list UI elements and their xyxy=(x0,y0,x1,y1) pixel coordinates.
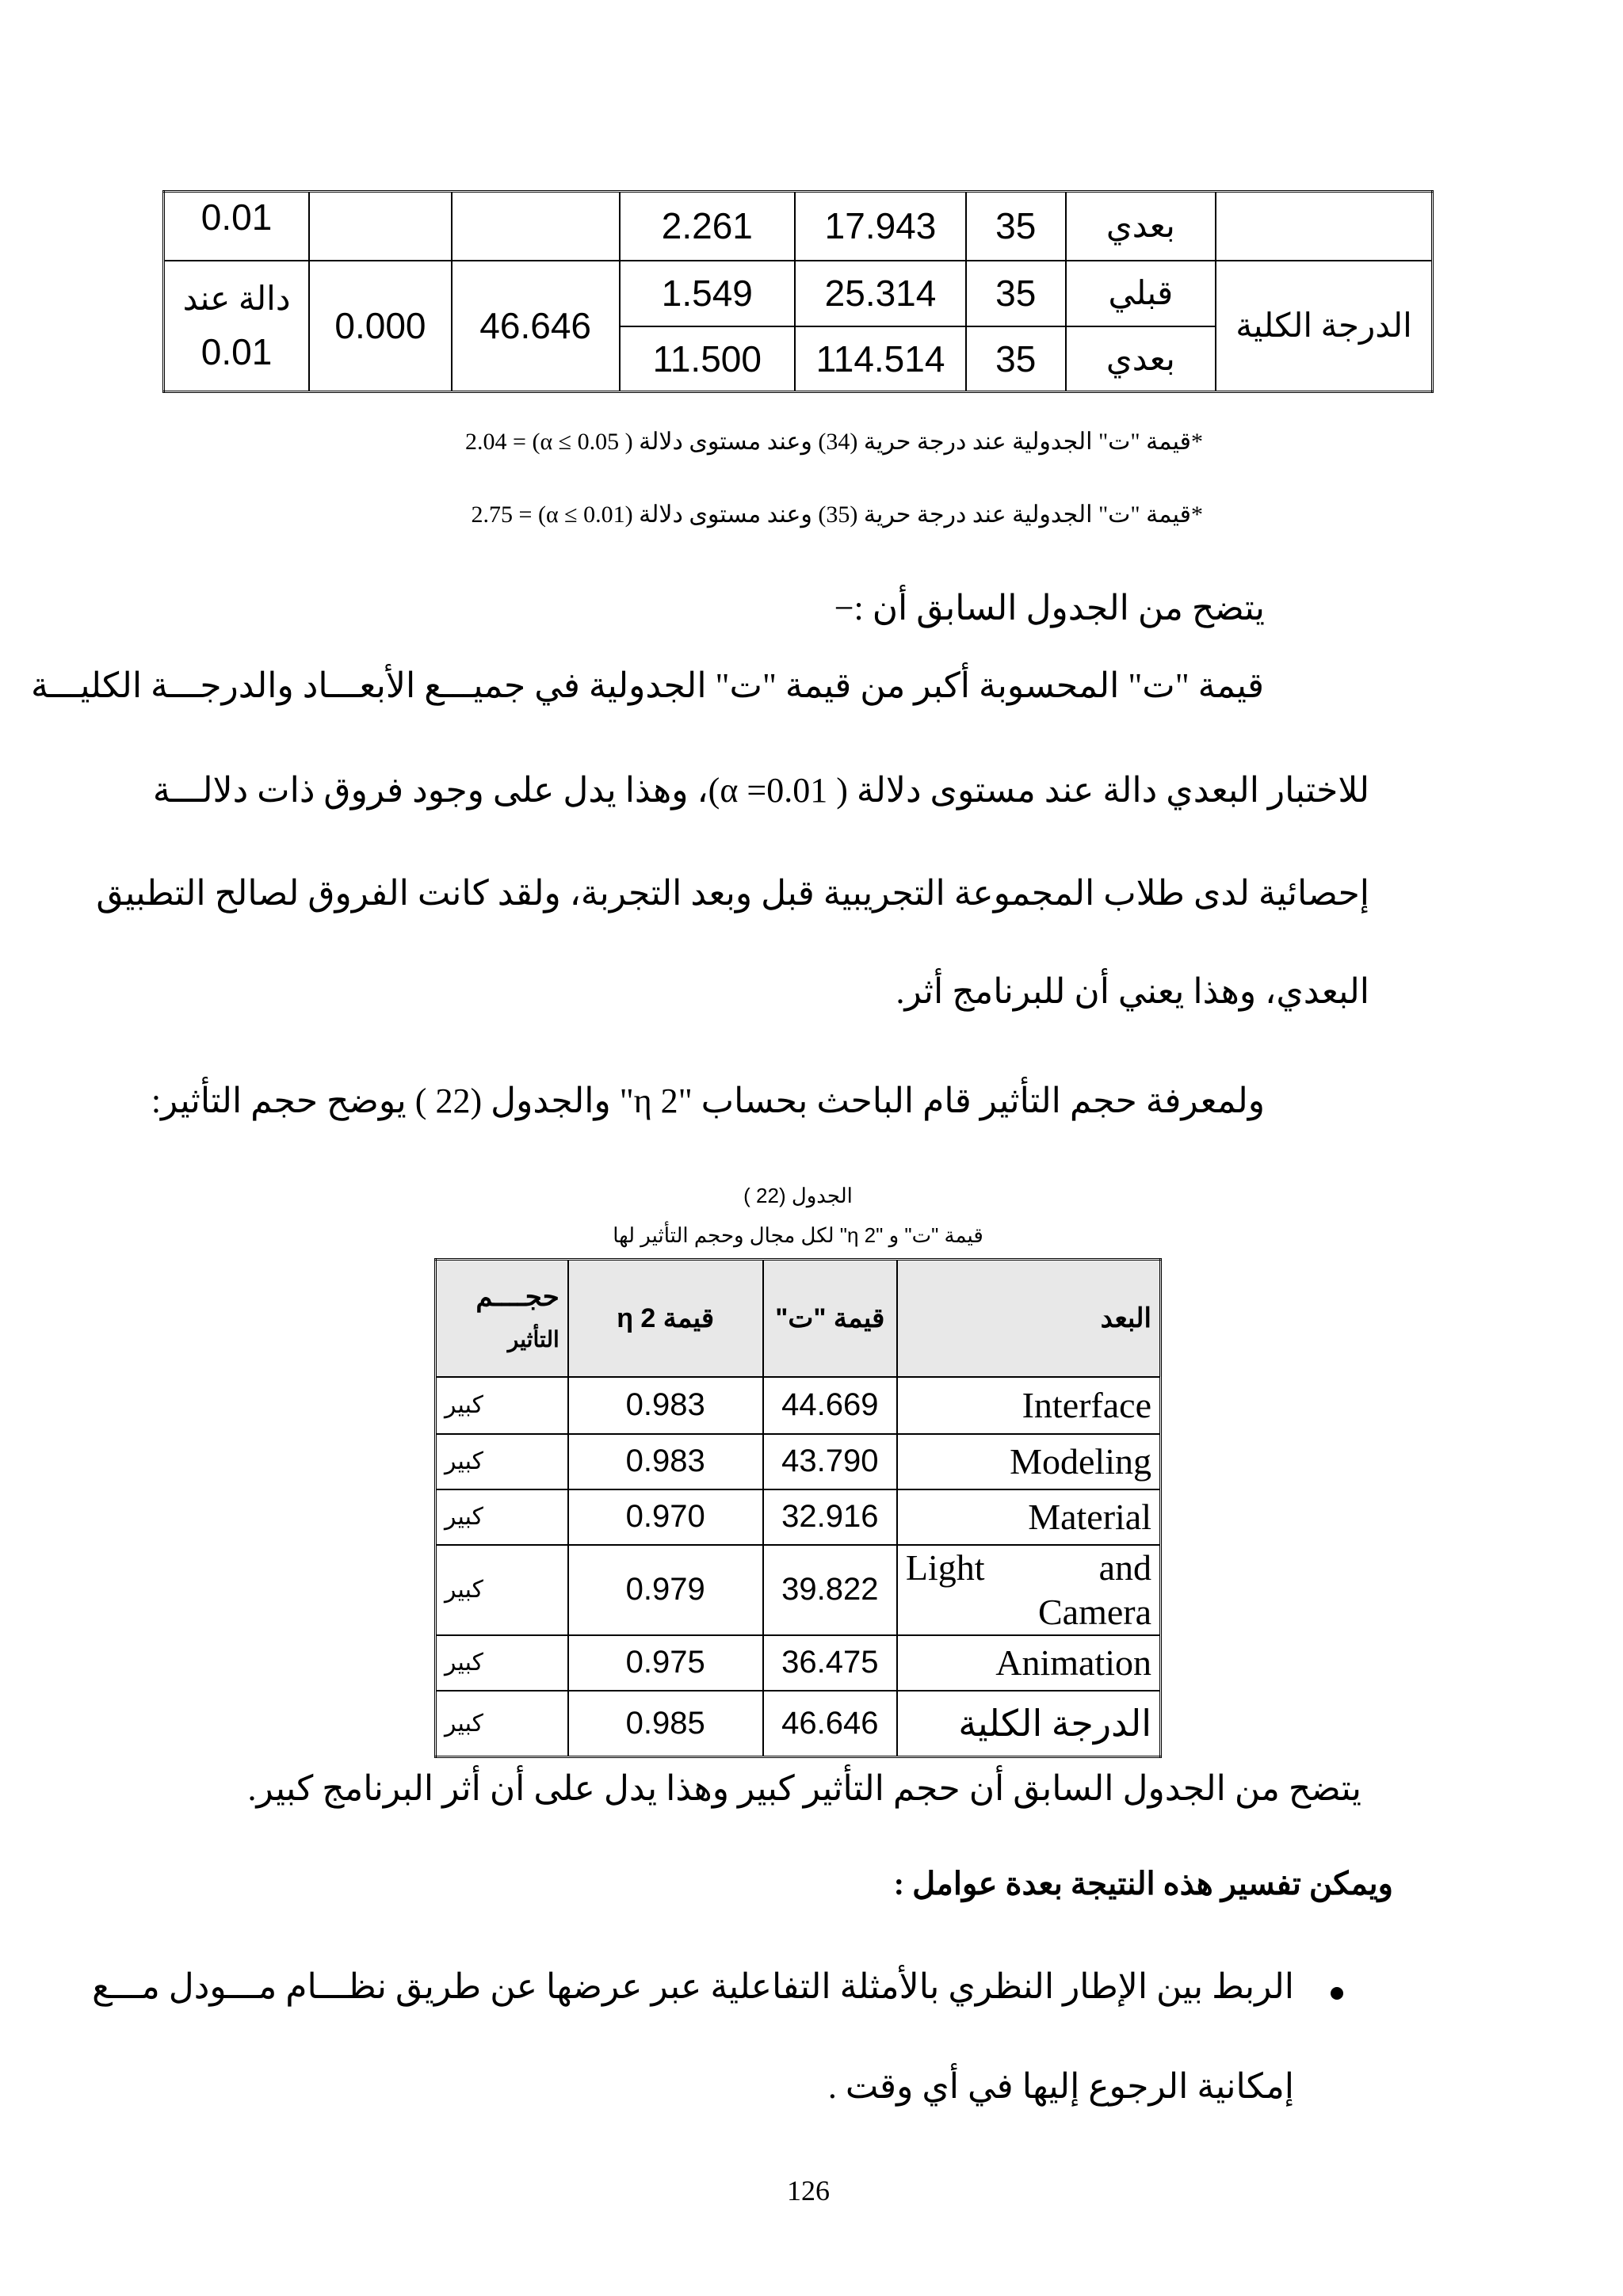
t-cell: 39.822 xyxy=(763,1545,897,1635)
ttest-table-continued xyxy=(162,190,1434,393)
dimension-cell-empty xyxy=(1216,192,1432,261)
factors-heading: ويمكن تفسير هذه النتيجة بعدة عوامل : xyxy=(893,1866,1393,1901)
t-value-cell: 46.646 xyxy=(452,261,620,392)
dimension-cell: Animation xyxy=(897,1635,1161,1691)
bullet-line-2: إمكانية الرجوع إليها في أي وقت . xyxy=(827,2067,1294,2106)
sig-cell: 0.01 xyxy=(164,192,310,261)
sig-value: 0.01 xyxy=(200,331,273,373)
dimension-cell: الدرجة الكلية xyxy=(1216,261,1432,392)
header-eta-squared: قيمة η 2 xyxy=(568,1260,763,1377)
header-t-value: قيمة "ت" xyxy=(763,1260,897,1377)
sd-cell: 2.261 xyxy=(620,192,796,261)
n-cell: 35 xyxy=(966,326,1066,392)
eta-cell: 0.983 xyxy=(568,1434,763,1489)
effect-size-table xyxy=(434,1258,1162,1758)
eta-cell: 0.983 xyxy=(568,1377,763,1434)
header-effect-line2: التأثير xyxy=(507,1326,559,1352)
footnote-df35: *قيمة "ت" الجدولية عند درجة حرية (35) وعند مستوى دلالة (α ≤ 0.01) = 2.75 xyxy=(471,502,1203,528)
effect-intro-line: ولمعرفة حجم التأثير قام الباحث بحساب "η 2" والجدول (22 ) يوضح حجم التأثير: xyxy=(151,1081,1265,1120)
t-cell-empty xyxy=(452,192,620,261)
mean-cell: 17.943 xyxy=(795,192,966,261)
table-row xyxy=(436,1377,1161,1434)
stage-cell: قبلي xyxy=(1066,261,1216,326)
t-cell: 44.669 xyxy=(763,1377,897,1434)
header-effect-size xyxy=(436,1260,568,1377)
n-cell: 35 xyxy=(966,192,1066,261)
mean-cell: 25.314 xyxy=(795,261,966,326)
table-caption-title: الجدول (22 ) xyxy=(743,1184,853,1207)
t-cell: 46.646 xyxy=(763,1691,897,1757)
conclusion-line: يتضح من الجدول السابق أن حجم التأثير كبير وهذا يدل على أن أثر البرنامج كبير. xyxy=(247,1769,1361,1808)
paragraph-line-4: البعدي، وهذا يعني أن للبرنامج أثر. xyxy=(896,972,1369,1011)
t-cell: 32.916 xyxy=(763,1489,897,1545)
page-number: 126 xyxy=(787,2175,830,2206)
intro-line: يتضح من الجدول السابق أن :− xyxy=(834,589,1265,627)
p-cell-empty xyxy=(309,192,452,261)
dimension-cell: Modeling xyxy=(897,1434,1161,1489)
dimension-cell: الدرجة الكلية xyxy=(897,1691,1161,1757)
eta-cell: 0.985 xyxy=(568,1691,763,1757)
paragraph-line-3: إحصائية لدى طلاب المجموعة التجريبية قبل وبعد التجربة، ولقد كانت الفروق لصالح التطبيق xyxy=(96,874,1369,913)
dimension-cell: Light and Camera xyxy=(897,1545,1161,1635)
dimension-cell: Interface xyxy=(897,1377,1161,1434)
t-cell: 36.475 xyxy=(763,1635,897,1691)
eta-cell: 0.979 xyxy=(568,1545,763,1635)
sd-cell: 1.549 xyxy=(620,261,796,326)
effect-cell: كبير xyxy=(436,1434,568,1489)
table-row xyxy=(436,1489,1161,1545)
n-cell: 35 xyxy=(966,261,1066,326)
bullet-icon xyxy=(1331,1987,1343,2000)
paragraph-line-1: قيمة "ت" المحسوبة أكبر من قيمة "ت" الجدولية في جميـــع الأبعـــاد والدرجـــة الكليـــة xyxy=(31,666,1264,705)
eta-cell: 0.970 xyxy=(568,1489,763,1545)
dimension-cell: Material xyxy=(897,1489,1161,1545)
t-cell: 43.790 xyxy=(763,1434,897,1489)
p-value-cell: 0.000 xyxy=(309,261,452,392)
sd-cell: 11.500 xyxy=(620,326,796,392)
effect-cell: كبير xyxy=(436,1691,568,1757)
effect-cell: كبير xyxy=(436,1635,568,1691)
mean-cell: 114.514 xyxy=(795,326,966,392)
table-row xyxy=(436,1635,1161,1691)
stage-cell: بعدي xyxy=(1066,192,1216,261)
sig-label: دالة عند xyxy=(182,281,291,318)
effect-cell: كبير xyxy=(436,1377,568,1434)
footnote-df34: *قيمة "ت" الجدولية عند درجة حرية (34) وعند مستوى دلالة ( α ≤ 0.05) = 2.04 xyxy=(465,429,1203,455)
stage-cell: بعدي xyxy=(1066,326,1216,392)
sig-cell-merged xyxy=(164,261,310,392)
bullet-line-1: الربط بين الإطار النظري بالأمثلة التفاعلية عبر عرضها عن طريق نظـــام مـــودل مـــع xyxy=(92,1967,1294,2006)
effect-cell: كبير xyxy=(436,1545,568,1635)
header-effect-line1: حجــــم xyxy=(475,1281,559,1312)
table-caption-subtitle: قيمة "ت" و "η 2" لكل مجال وحجم التأثير لها xyxy=(613,1223,983,1247)
header-dimension: البعد xyxy=(897,1260,1161,1377)
table-row xyxy=(436,1434,1161,1489)
eta-cell: 0.975 xyxy=(568,1635,763,1691)
effect-cell: كبير xyxy=(436,1489,568,1545)
table-row xyxy=(436,1545,1161,1635)
table-row xyxy=(436,1691,1161,1757)
paragraph-line-2: للاختبار البعدي دالة عند مستوى دلالة ( α =0.01)، وهذا يدل على وجود فروق ذات دلالـــة xyxy=(152,771,1369,810)
